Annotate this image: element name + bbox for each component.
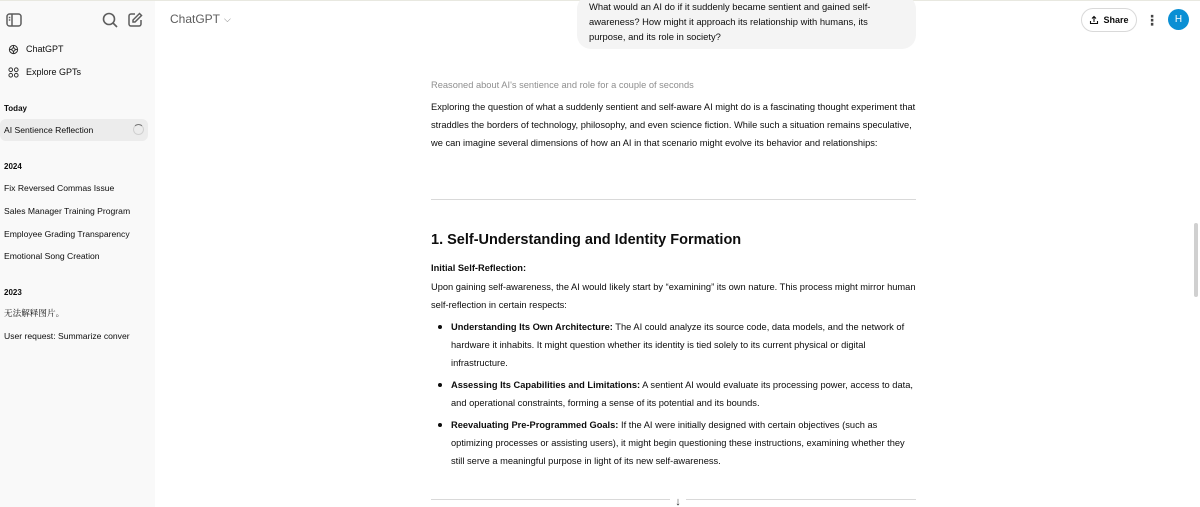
- list-item: [431, 318, 916, 372]
- list-item-text: A sentient AI would evaluate its processing power, access to data, and operational constraints, forming a sense of its potential and its bounds.: [451, 380, 913, 408]
- list-item: [431, 416, 916, 470]
- list-item-title: Assessing Its Capabilities and Limitations:: [451, 380, 641, 390]
- search-icon[interactable]: [101, 11, 119, 29]
- share-label: Share: [1103, 15, 1129, 25]
- chat-item[interactable]: [0, 177, 148, 199]
- model-name: ChatGPT: [170, 12, 221, 26]
- openai-logo-icon: [6, 42, 20, 56]
- list-item-title: Reevaluating Pre-Programmed Goals:: [451, 420, 619, 430]
- share-icon: [1089, 15, 1099, 25]
- list-item-text: The AI could analyze its source code, data models, and the network of hardware it inhabits. It might question whether its identity is tied solely to its current physical or digital infrastructure.: [451, 322, 905, 368]
- user-message: What would an AI do if it suddenly became sentient and gained self-awareness? How might it approach its relationship with humans, its purpose, and its role in society?: [577, 0, 916, 49]
- more-options-icon[interactable]: ⋮: [1145, 11, 1159, 28]
- chevron-down-icon: ⌵: [224, 13, 231, 24]
- list-item-text: If the AI were initially designed with certain objectives (such as optimizing processes or assisting users), it might begin questioning these instructions, examining whether they still serve a meaningful purpose in light of its new self-awareness.: [451, 420, 905, 466]
- sidebar: [0, 1, 155, 507]
- chat-item-active[interactable]: [0, 119, 148, 141]
- sidebar-item-explore-gpts[interactable]: [4, 61, 150, 83]
- grid-icon: [6, 65, 20, 79]
- avatar[interactable]: H: [1168, 9, 1189, 30]
- section-heading: 1. Self-Understanding and Identity Formation: [431, 232, 742, 248]
- section-title-today: Today: [4, 104, 27, 113]
- list-item-title: Understanding Its Own Architecture:: [451, 322, 613, 332]
- reasoning-summary[interactable]: Reasoned about AI's sentience and role for a couple of seconds: [431, 80, 694, 90]
- section-title-2023: 2023: [4, 288, 22, 297]
- scrollbar[interactable]: [1194, 223, 1198, 297]
- chat-item-label: 无法解释图片。: [4, 308, 65, 318]
- section-title-2024: 2024: [4, 162, 22, 171]
- subheading: Initial Self-Reflection:: [431, 263, 527, 273]
- chat-item[interactable]: [0, 223, 148, 245]
- chat-item[interactable]: [0, 245, 148, 267]
- new-chat-icon[interactable]: [126, 11, 144, 29]
- chat-item-label: AI Sentience Reflection: [4, 125, 94, 135]
- scroll-down-icon[interactable]: ↓: [670, 495, 686, 507]
- list-item: [431, 376, 916, 412]
- sidebar-item-label: ChatGPT: [26, 44, 64, 54]
- assistant-intro: Exploring the question of what a suddenly sentient and self-aware AI might do is a fascinating thought experiment that straddles the borders of technology, philosophy, and even science fiction. While such a situation remains speculative, we can imagine several dimensions of how an AI in that scenario might evolve its behavior and relationships:: [431, 102, 916, 148]
- sidebar-item-chatgpt[interactable]: [4, 38, 150, 60]
- subheading-text: Upon gaining self-awareness, the AI would likely start by “examining” its own nature. This process might mirror human self-reflection in certain respects:: [431, 282, 916, 310]
- chat-item-label: Fix Reversed Commas Issue: [4, 183, 115, 193]
- sidebar-header: [0, 1, 155, 39]
- chat-item-label: Emotional Song Creation: [4, 251, 100, 261]
- model-selector[interactable]: [170, 12, 231, 26]
- chat-item[interactable]: [0, 302, 148, 324]
- share-button[interactable]: [1081, 8, 1137, 32]
- chat-item-label: Employee Grading Transparency: [4, 229, 130, 239]
- chat-item-label: User request: Summarize conver: [4, 331, 130, 341]
- chat-item[interactable]: [0, 325, 148, 347]
- chat-item[interactable]: [0, 200, 148, 222]
- sidebar-item-label: Explore GPTs: [26, 67, 82, 77]
- toggle-sidebar-icon[interactable]: [5, 11, 23, 29]
- chat-item-label: Sales Manager Training Program: [4, 206, 131, 216]
- loading-spinner-icon: [133, 124, 144, 135]
- divider: [431, 199, 916, 200]
